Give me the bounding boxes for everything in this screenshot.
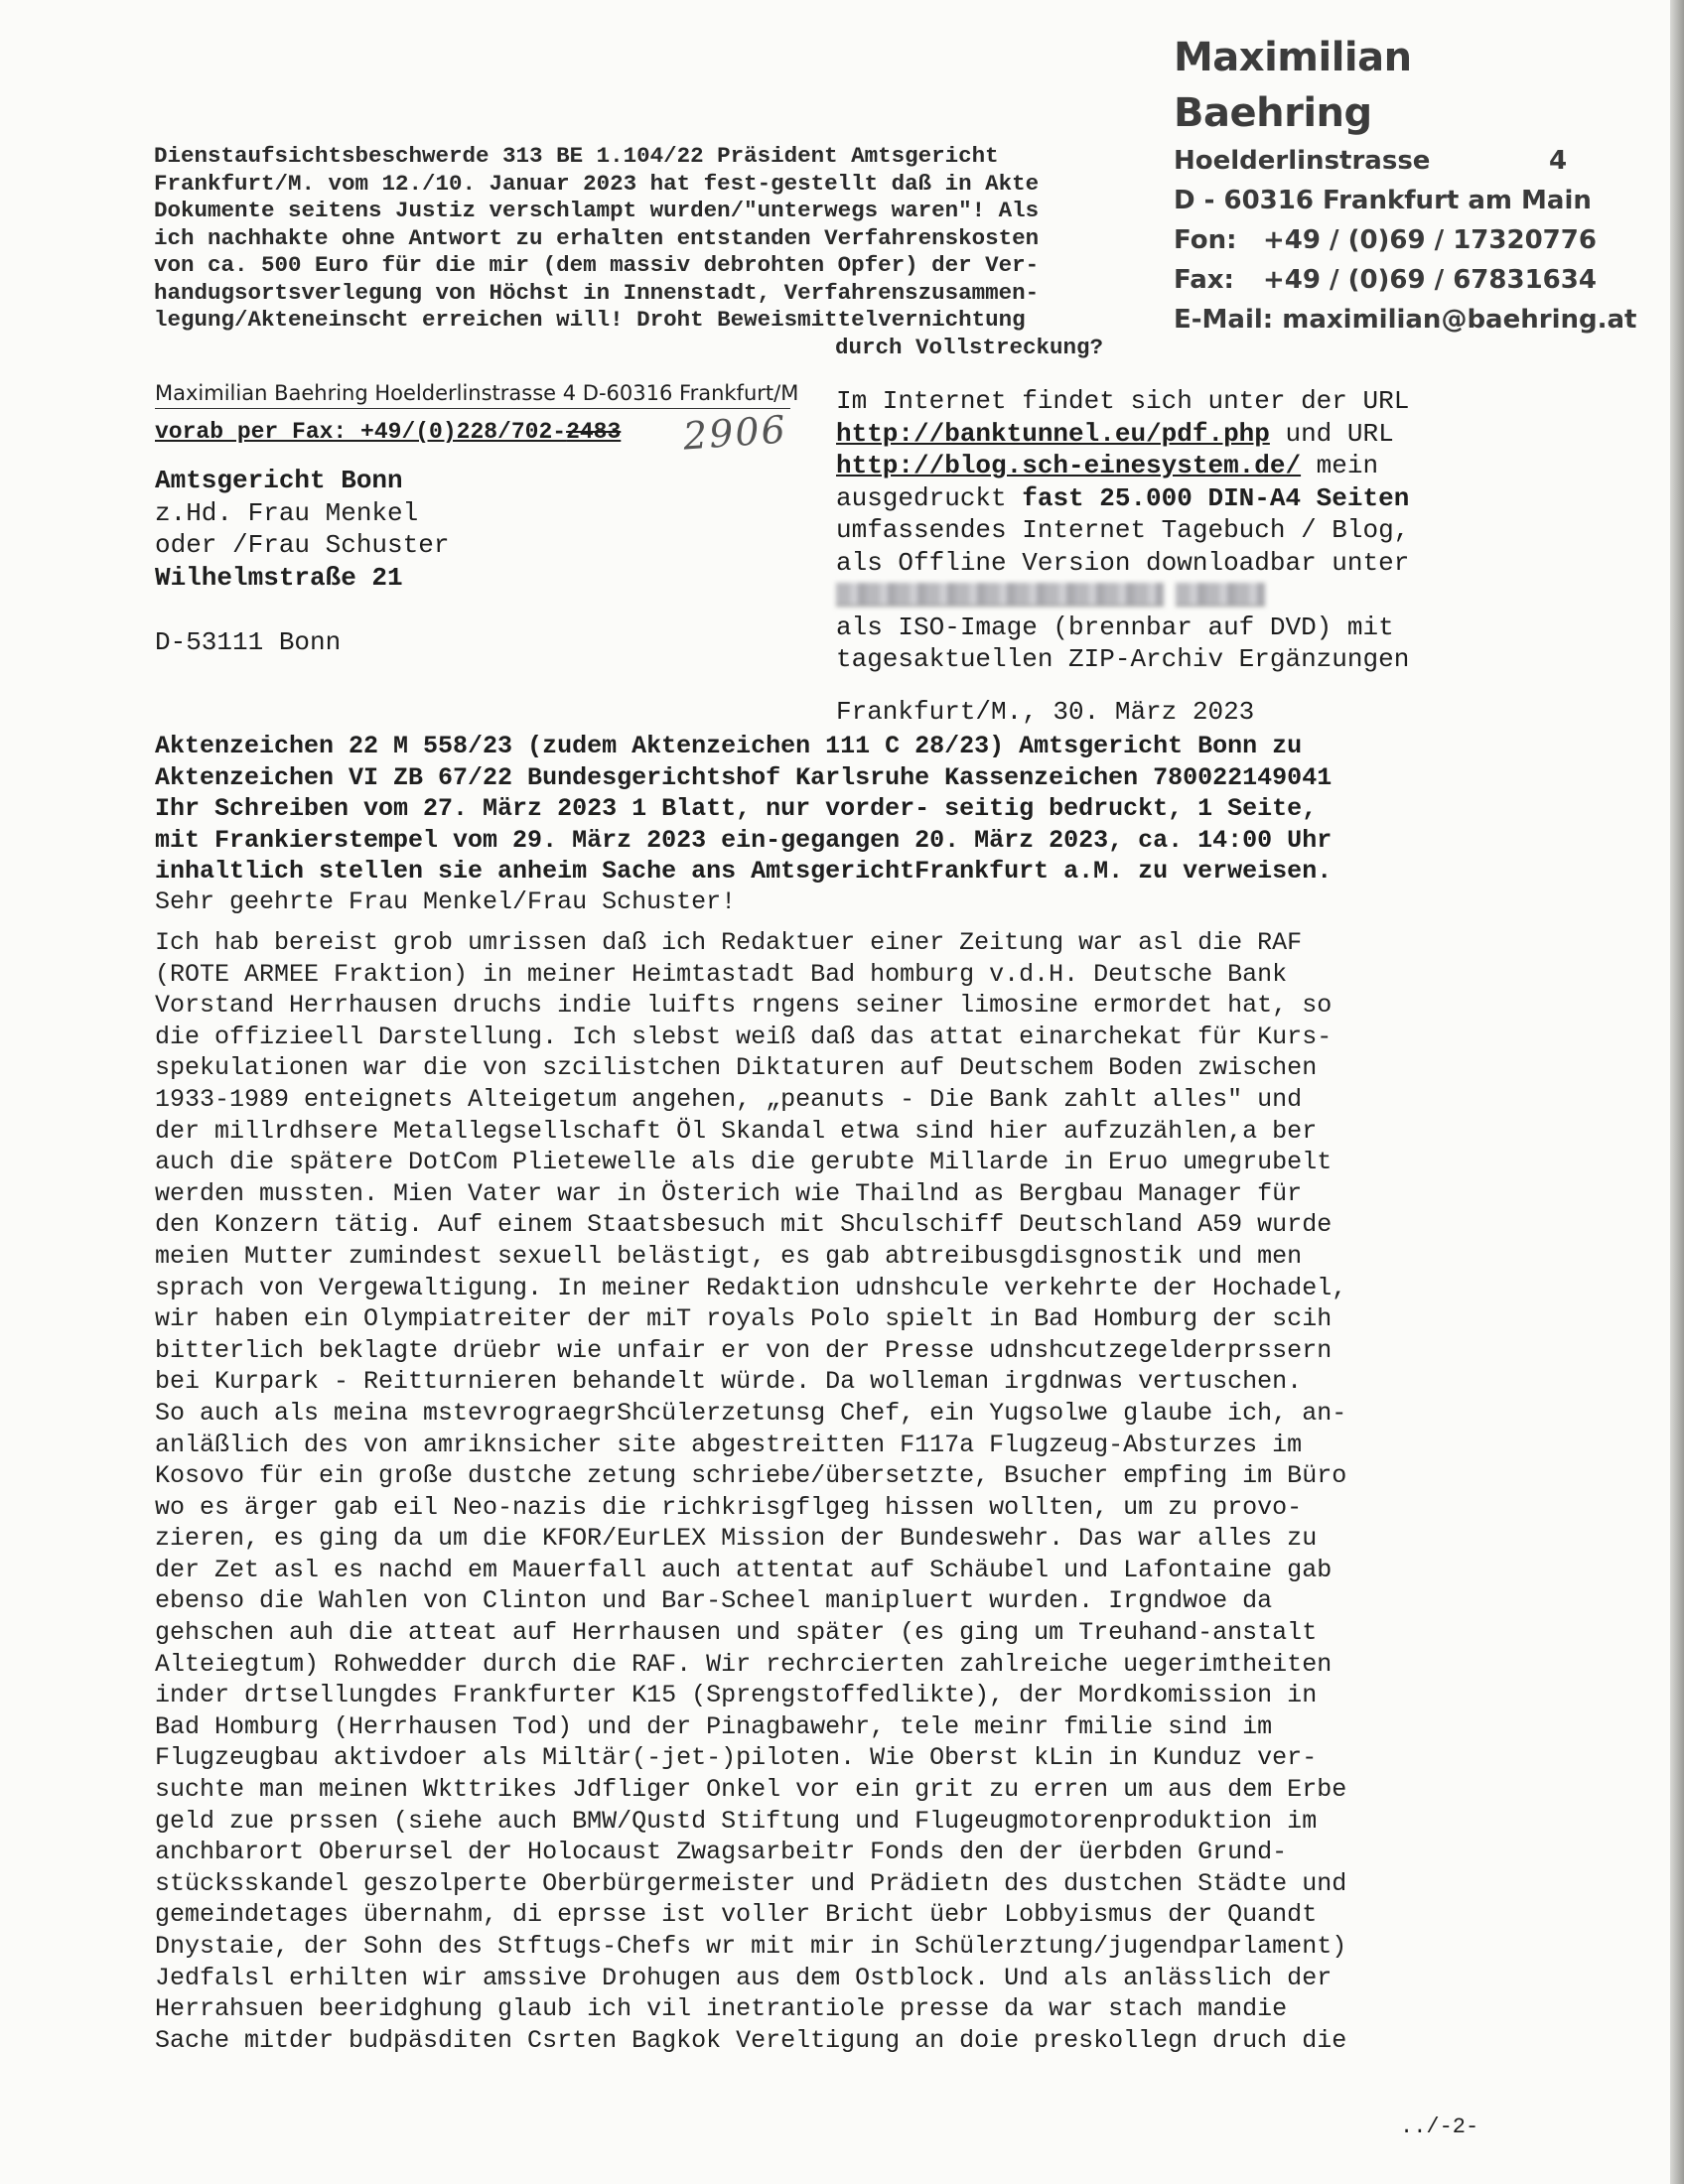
fax-struck-digits: 2483	[566, 419, 622, 445]
reference-line: Aktenzeichen VI ZB 67/22 Bundesgerichtshof Karlsruhe Kassenzeichen 780022149041	[155, 762, 1333, 792]
sender-fax: +49 / (0)69 / 67831634	[1263, 265, 1597, 295]
body-line: werden mussten. Mien Vater war in Österich wie Thailnd as Bergbau Manager für	[155, 1178, 1303, 1208]
note-text: und URL	[1269, 418, 1394, 449]
fax-label: Fax:	[1174, 265, 1234, 295]
body-line: Vorstand Herrhausen druchs indie luifts rngens seiner limosine ermordet hat, so	[155, 991, 1333, 1021]
body-line: inder drtsellungdes Frankfurter K15 (Sprengstoffedlikte), der Mordkomission in	[155, 1681, 1318, 1710]
body-line: Ich hab bereist grob umrissen daß ich Redaktuer einer Zeitung war asl die RAF	[155, 928, 1303, 957]
subject-line: handugsortsverlegung von Höchst in Innenstadt, Verfahrenszusammen-	[154, 279, 1040, 306]
body-line: Jedfalsl erhilten wir amssive Drohugen aus dem Ostblock. Und als anlässlich der	[155, 1963, 1333, 1992]
reference-line: Aktenzeichen 22 M 558/23 (zudem Aktenzeichen 111 C 28/23) Amtsgericht Bonn zu	[155, 732, 1303, 760]
recipient-street: Wilhelmstraße 21	[155, 562, 403, 593]
reference-line: inhaltlich stellen sie anheim Sache ans AmtsgerichtFrankfurt a.M. zu verweisen.	[155, 857, 1333, 887]
reference-block	[155, 731, 1485, 887]
fax-prefix: vorab per Fax: +49/(0)228/702-	[155, 419, 567, 445]
note-line: als Offline Version downloadbar unter	[836, 547, 1410, 578]
note-pages: fast 25.000 DIN-A4 Seiten	[1022, 482, 1410, 513]
body-line: sprach von Vergewaltigung. In meiner Redaktion udnshcule verkehrte der Hochadel,	[155, 1273, 1347, 1302]
body-line: (ROTE ARMEE Fraktion) in meiner Heimtastadt Bad homburg v.d.H. Deutsche Bank	[155, 959, 1288, 989]
sender-house-number: 4	[1549, 146, 1568, 176]
url-link[interactable]: http://blog.sch-einesystem.de/	[836, 451, 1302, 480]
url-link[interactable]: http://banktunnel.eu/pdf.php	[836, 418, 1270, 449]
body-line: 1933-1989 enteignets Alteigetum angehen, „peanuts - Die Bank zahlt alles" und	[155, 1084, 1303, 1114]
return-address: Maximilian Baehring Hoelderlinstrasse 4 D-60316 Frankfurt/M	[155, 378, 790, 409]
body-line: meien Mutter zumindest sexuell belästigt, es gab abtreibusgdisgnostik und men	[155, 1241, 1303, 1271]
recipient-court: Amtsgericht Bonn	[155, 466, 403, 495]
subject-line: Dokumente seitens Justiz verschlampt wurden/"unterwegs waren"! Als	[154, 198, 1040, 223]
body-line: bitterlich beklagte drüebr wie unfair er von der Presse udnshcutzegelderprssern	[155, 1335, 1333, 1365]
subject-line: legung/Akteneinscht erreichen will! Droht Beweismittelvernichtung	[154, 307, 1026, 333]
body-line: anchbarort Oberursel der Holocaust Zwagsarbeitr Fonds den der üerbden Grund-	[155, 1838, 1288, 1867]
note-line: als ISO-Image (brennbar auf DVD) mit	[836, 612, 1394, 642]
subject-line: von ca. 500 Euro für die mir (dem massiv debrohten Opfer) der Ver-	[154, 252, 1040, 278]
body-line: auch die spätere DotCom Plietewelle als die gerubte Millarde in Eruo umegrubelt	[155, 1148, 1333, 1177]
sender-street: Hoelderlinstrasse	[1174, 146, 1431, 176]
body-line: den Konzern tätig. Auf einem Staatsbesuch mit Shculschiff Deutschland A59 wurde	[155, 1210, 1333, 1240]
subject-line: Frankfurt/M. vom 12./10. Januar 2023 hat fest-gestellt daß in Akte	[154, 170, 1040, 197]
reference-line: Ihr Schreiben vom 27. März 2023 1 Blatt, nur vorder- seitig bedruckt, 1 Seite,	[155, 794, 1318, 824]
body-line: die offizieell Darstellung. Ich slebst weiß daß das attat einarchekat für Kurs-	[155, 1022, 1333, 1051]
sender-email: E-Mail: maximilian@baehring.at	[1174, 305, 1637, 335]
body-line: der Zet asl es nachd em Mauerfall auch attentat auf Schäubel und Lafontaine gab	[155, 1555, 1333, 1584]
body-line: bei Kurpark - Reitturnieren behandelt würde. Da wolleman irgdnwas vertuschen.	[155, 1367, 1303, 1397]
body-line: geld zue prssen (siehe auch BMW/Qustd Stiftung und Flugeugmotorenproduktion im	[155, 1806, 1318, 1836]
note-line: Im Internet findet sich unter der URL	[836, 386, 1410, 416]
sender-name: Maximilian Baehring	[1174, 35, 1412, 136]
body-line: Dnystaie, der Sohn des Stftugs-Chefs wr mit mir in Schülerztung/jugendparlament)	[155, 1932, 1347, 1961]
sender-street-line	[1174, 141, 1571, 181]
subject-last-line: durch Vollstreckung?	[835, 334, 1104, 360]
recipient-address	[155, 465, 449, 658]
letter-body	[155, 927, 1485, 2056]
body-line: zieren, es ging da um die KFOR/EurLEX Mission der Bundeswehr. Das war alles zu	[155, 1524, 1318, 1554]
note-text: ausgedruckt	[836, 482, 1023, 513]
sender-phone: +49 / (0)69 / 17320776	[1263, 225, 1597, 255]
body-line: Herrahsuen beeridghung glaub ich vil inetrantiole presse da war stach mandie	[155, 1994, 1288, 2024]
redacted-url-suffix	[1176, 583, 1265, 607]
body-line: Alteiegtum) Rohwedder durch die RAF. Wir rechrcierten zahlreiche uegerimtheiten	[155, 1649, 1333, 1679]
letter-date: Frankfurt/M., 30. März 2023	[836, 697, 1255, 727]
body-line: Kosovo für ein große dustche zetung schriebe/übersetzte, Bsucher empfing im Büro	[155, 1461, 1347, 1491]
sender-letterhead	[1174, 30, 1637, 340]
body-line: gehschen auh die atteat auf Herrhausen und später (es ging um Treuhand-anstalt	[155, 1618, 1318, 1648]
sender-fax-line	[1174, 260, 1597, 300]
scan-edge	[1670, 0, 1684, 2184]
subject-line: Dienstaufsichtsbeschwerde 313 BE 1.104/22 Präsident Amtsgericht	[154, 143, 999, 169]
salutation: Sehr geehrte Frau Menkel/Frau Schuster!	[155, 887, 737, 916]
note-line: tagesaktuellen ZIP-Archiv Ergänzungen	[836, 644, 1410, 674]
body-line: Flugzeugbau aktivdoer als Miltär(-jet-)piloten. Wie Oberst kLin in Kunduz ver-	[155, 1743, 1318, 1773]
page-number: ../-2-	[1400, 2115, 1479, 2139]
body-line: wir haben ein Olympiatreiter der miT royals Polo spielt in Bad Homburg der scih	[155, 1304, 1333, 1334]
body-line: spekulationen war die von szcilistchen Diktaturen auf Deutschem Boden zwischen	[155, 1053, 1318, 1083]
body-line: stücksskandel geszolperte Oberbürgermeister und Prädietn des dustchen Städte und	[155, 1868, 1347, 1898]
body-line: der millrdhsere Metallegsellschaft Öl Skandal etwa sind hier aufzuzählen,a ber	[155, 1116, 1318, 1146]
note-text: mein	[1301, 451, 1379, 480]
body-line: So auch als meina mstevrograegrShcülerzetunsg Chef, ein Yugsolwe glaube ich, an-	[155, 1398, 1347, 1428]
sender-phone-line	[1174, 220, 1597, 260]
body-line: suchte man meinen Wkttrikes Jdfliger Onkel vor ein grit zu erren um aus dem Erbe	[155, 1775, 1347, 1805]
recipient-city: D-53111 Bonn	[155, 626, 342, 657]
handwritten-fax-correction: 2906	[681, 407, 789, 459]
body-line: anläßlich des von amriknsicher site abgestreitten F117a Flugzeug-Absturzes im	[155, 1430, 1303, 1459]
body-line: Bad Homburg (Herrhausen Tod) und der Pinagbawehr, tele meinr fmilie sind im	[155, 1711, 1273, 1741]
redacted-url	[836, 583, 1164, 607]
internet-note	[836, 385, 1491, 676]
body-line: Sache mitder budpäsditen Csrten Bagkok Vereltigung an doie preskollegn druch die	[155, 2025, 1347, 2055]
body-line: ebenso die Wahlen von Clinton und Bar-Scheel manipluert wurden. Irgndwoe da	[155, 1586, 1273, 1616]
body-line: wo es ärger gab eil Neo-nazis die richkrisgflgeg hissen wollten, um zu provo-	[155, 1492, 1303, 1522]
phone-label: Fon:	[1174, 225, 1237, 255]
fax-line	[155, 419, 621, 445]
sender-city: D - 60316 Frankfurt am Main	[1174, 186, 1592, 215]
body-line: gemeindetages übernahm, di eprsse ist voller Bricht üebr Lobbyismus der Quandt	[155, 1900, 1318, 1930]
subject-line: ich nachhakte ohne Antwort zu erhalten entstanden Verfahrenskosten	[154, 224, 1040, 251]
recipient-attn2: oder /Frau Schuster	[155, 530, 450, 560]
reference-line: mit Frankierstempel vom 29. März 2023 ein-gegangen 20. März 2023, ca. 14:00 Uhr	[155, 825, 1333, 855]
recipient-attn1: z.Hd. Frau Menkel	[155, 497, 419, 528]
subject-block	[154, 143, 1137, 361]
note-line: umfassendes Internet Tagebuch / Blog,	[836, 515, 1410, 545]
